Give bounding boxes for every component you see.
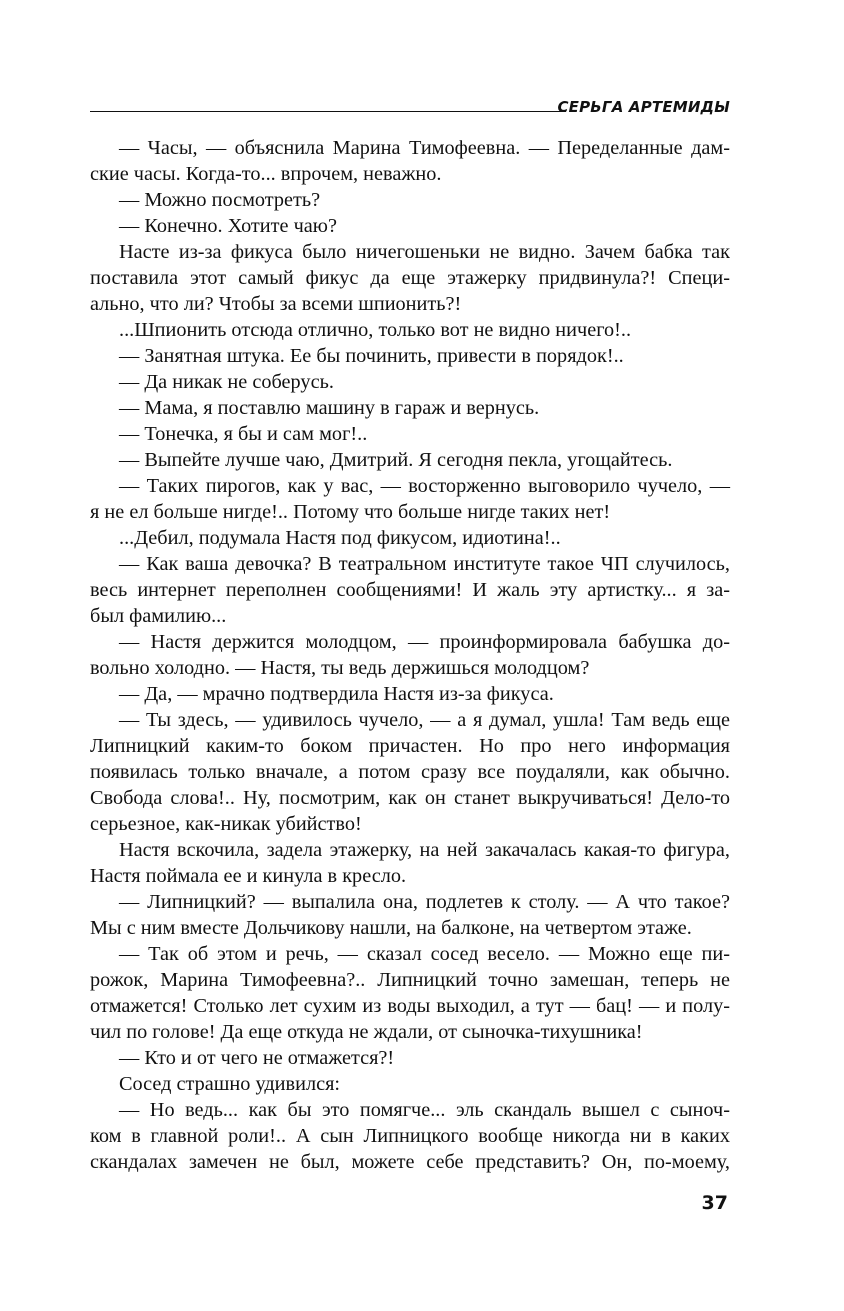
text-line: — Настя держится молодцом, — проинформировала бабушка до- bbox=[119, 631, 730, 653]
text-line: — Как ваша девочка? В театральном институте такое ЧП случилось, bbox=[119, 553, 730, 575]
body-text bbox=[90, 135, 730, 1175]
text-line: Сосед страшно удивился: bbox=[119, 1073, 341, 1095]
text-line: Липницкий каким-то боком причастен. Но про него информация bbox=[90, 735, 730, 757]
running-title: СЕРЬГА АРТЕМИДЫ bbox=[557, 98, 730, 116]
text-line: Свобода слова!.. Ну, посмотрим, как он станет выкручиваться! Дело-то bbox=[90, 787, 730, 809]
text-line: — Кто и от чего не отмажется?! bbox=[119, 1047, 395, 1069]
text-line: ...Дебил, подумала Настя под фикусом, идиотина!.. bbox=[119, 527, 561, 549]
text-line: — Но ведь... как бы это помягче... эль скандаль вышел с сыноч- bbox=[119, 1099, 730, 1121]
text-line: ком в главной роли!.. А сын Липницкого вообще никогда ни в каких bbox=[90, 1125, 730, 1147]
text-line: появилась только вначале, а потом сразу все поудаляли, как обычно. bbox=[90, 761, 730, 783]
text-line: — Так об этом и речь, — сказал сосед весело. — Можно еще пи- bbox=[119, 943, 730, 965]
text-line: — Конечно. Хотите чаю? bbox=[119, 215, 337, 237]
text-line: чил по голове! Да еще откуда не ждали, от сыночка-тихушника! bbox=[90, 1021, 643, 1043]
text-line: — Занятная штука. Ее бы починить, привести в порядок!.. bbox=[119, 345, 624, 367]
text-line: — Да, — мрачно подтвердила Настя из-за фикуса. bbox=[119, 683, 554, 705]
text-line: поставила этот самый фикус да еще этажерку придвинула?! Специ- bbox=[90, 267, 730, 289]
text-line: — Липницкий? — выпалила она, подлетев к столу. — А что такое? bbox=[119, 891, 730, 913]
text-line: — Можно посмотреть? bbox=[119, 189, 321, 211]
page-number: 37 bbox=[701, 1192, 728, 1214]
text-line: весь интернет переполнен сообщениями! И жаль эту артистку... я за- bbox=[90, 579, 730, 601]
running-header bbox=[90, 98, 730, 122]
text-line: Мы с ним вместе Дольчикову нашли, на балконе, на четвертом этаже. bbox=[90, 917, 692, 939]
text-line: — Часы, — объяснила Марина Тимофеевна. — Переделанные дам- bbox=[119, 137, 730, 159]
text-line: скандалах замечен не был, можете себе представить? Он, по-моему, bbox=[90, 1151, 730, 1173]
text-line: серьезное, как-никак убийство! bbox=[90, 813, 362, 835]
text-line: — Мама, я поставлю машину в гараж и вернусь. bbox=[119, 397, 540, 419]
text-line: я не ел больше нигде!.. Потому что больше нигде таких нет! bbox=[90, 501, 611, 523]
text-line: Настя поймала ее и кинула в кресло. bbox=[90, 865, 407, 887]
text-line: — Ты здесь, — удивилось чучело, — а я думал, ушла! Там ведь еще bbox=[119, 709, 730, 731]
text-line: Настя вскочила, задела этажерку, на ней закачалась какая-то фигура, bbox=[119, 839, 730, 861]
text-line: — Таких пирогов, как у вас, — восторженно выговорило чучело, — bbox=[119, 475, 730, 497]
text-line: ...Шпионить отсюда отлично, только вот не видно ничего!.. bbox=[119, 319, 632, 341]
text-line: был фамилию... bbox=[90, 605, 227, 627]
header-rule bbox=[90, 111, 566, 112]
text-line: отмажется! Столько лет сухим из воды выходил, а тут — бац! — и полу- bbox=[90, 995, 730, 1017]
text-line: — Тонечка, я бы и сам мог!.. bbox=[119, 423, 368, 445]
text-line: рожок, Марина Тимофеевна?.. Липницкий точно замешан, теперь не bbox=[90, 969, 730, 991]
text-line: ально, что ли? Чтобы за всеми шпионить?! bbox=[90, 293, 462, 315]
text-line: ские часы. Когда-то... впрочем, неважно. bbox=[90, 163, 442, 185]
text-line: — Выпейте лучше чаю, Дмитрий. Я сегодня пекла, угощайтесь. bbox=[119, 449, 673, 471]
text-line: — Да никак не соберусь. bbox=[119, 371, 334, 393]
text-line: вольно холодно. — Настя, ты ведь держишься молодцом? bbox=[90, 657, 590, 679]
text-line: Насте из-за фикуса было ничегошеньки не видно. Зачем бабка так bbox=[119, 241, 730, 263]
